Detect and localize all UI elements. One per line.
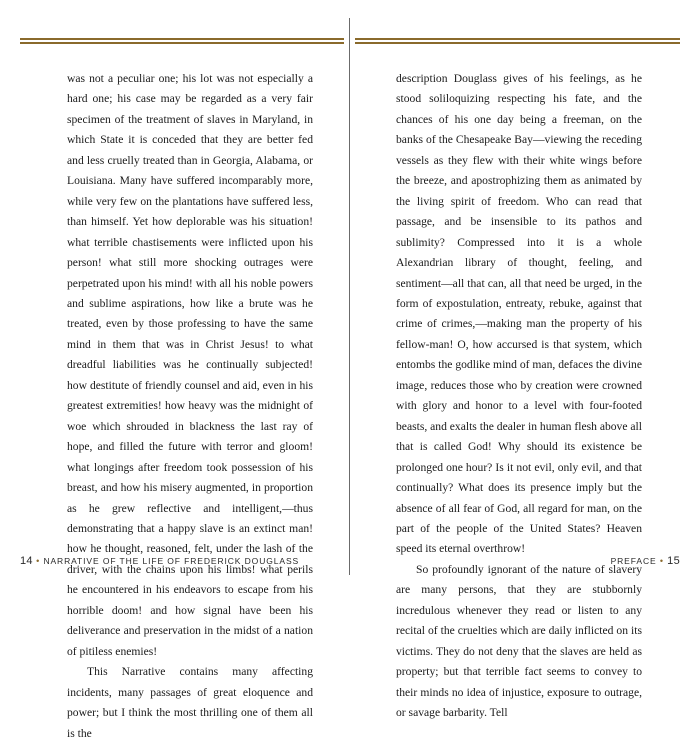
right-footer-separator: • [659, 556, 664, 566]
right-paragraph-1: description Douglass gives of his feelings, as he stood soliloquizing respecting his fate, and the chances of his one day being a freeman, on the banks of the Chesapeake Bay—viewing the receding vessels as they flew with their white wings before the breeze, and apostrophizing them as animated by the living spirit of freedom. Who can read that passage, and be insensible to its pathos and sublimity? Compressed into it is a whole Alexandrian library of thought, feeling, and sentiment—all that can, all that need be urged, in the form of expostulation, entreaty, rebuke, against that crime of crimes,—making man the property of his fellow-man! O, how accursed is that system, which entombs the godlike mind of man, defaces the divine image, reduces those who by creation were crowned with glory and honor to a level with four-footed beasts, and exalts the dealer in human flesh above all that is called God! Why should its existence be prolonged one hour? Is it not evil, only evil, and that continually? What does its presence imply but the absence of all fear of God, all regard for man, on the part of the people of the United States? Heaven speed its eternal overthrow! [396, 72, 642, 556]
right-page-body [396, 69, 642, 724]
page-gutter [349, 18, 350, 575]
left-page-number: 14 [20, 555, 33, 567]
left-footer-separator: • [36, 556, 41, 566]
left-running-head: NARRATIVE OF THE LIFE OF FREDERICK DOUGLASS [43, 556, 300, 566]
left-header-rule [20, 38, 344, 44]
right-page-footer [611, 555, 680, 567]
right-header-rule [355, 38, 680, 44]
right-paragraph-2: So profoundly ignorant of the nature of slavery are many persons, that they are stubbornly incredulous whenever they read or listen to any recital of the cruelties which are daily inflicted on its victims. They do not deny that the slaves are held as property; but that terrible fact seems to convey to their minds no idea of injustice, exposure to outrage, or savage barbarity. Tell [396, 562, 642, 720]
left-paragraph-2: This Narrative contains many affecting incidents, many passages of great eloquence and power; but I think the most thrilling one of them all is the [67, 665, 313, 740]
right-page-number: 15 [667, 555, 680, 567]
left-page-footer [20, 555, 299, 567]
left-paragraph-1: was not a peculiar one; his lot was not especially a hard one; his case may be regarded as a very fair specimen of the treatment of slaves in Maryland, in which State it is conceded that they are better fed and less cruelly treated than in Georgia, Alabama, or Louisiana. Many have suffered incomparably more, while very few on the plantations have suffered less, than himself. Yet how deplorable was his situation! what terrible chastisements were inflicted upon his person! what still more shocking outrages were perpetrated upon his mind! with all his noble powers and sublime aspirations, how like a brute was he treated, even by those professing to have the same mind in them that was in Christ Jesus! to what dreadful liabilities was he continually subjected! how destitute of friendly counsel and aid, even in his greatest extremities! how heavy was the midnight of woe which shrouded in blackness the last ray of hope, and filled the future with terror and gloom! what longings after freedom took possession of his breast, and how his misery augmented, in proportion as he grew reflective and intelligent,—thus demonstrating that a happy slave is an extinct man! how he thought, reasoned, felt, under the lash of the driver, with the chains upon his limbs! what perils he encountered in his endeavors to escape from his horrible doom! and how signal have been his deliverance and preservation in the midst of a nation of pitiless enemies! [67, 72, 313, 658]
right-running-head: PREFACE [610, 556, 657, 566]
left-page-body [67, 69, 313, 744]
